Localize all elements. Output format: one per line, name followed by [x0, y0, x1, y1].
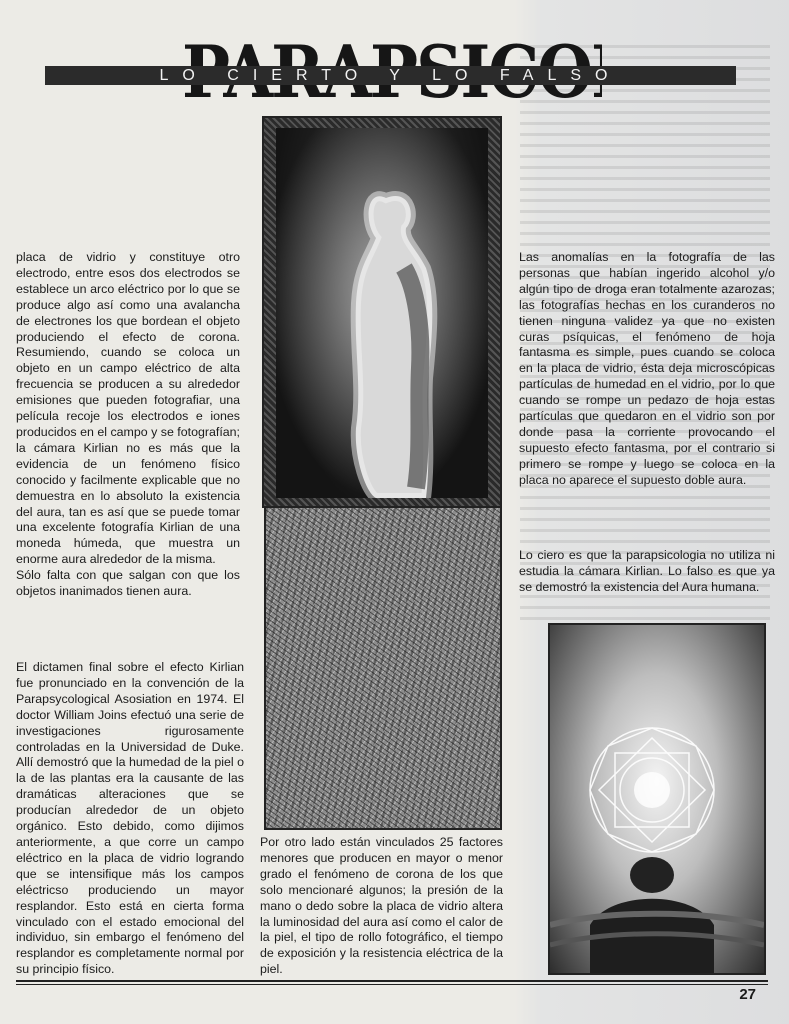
kirlian-texture-image — [264, 506, 502, 830]
paragraph: Lo ciero es que la parapsicologia no utiliza ni estudia la cámara Kirlian. Lo falso es que ya se demostró la existencia del Aura humana. — [519, 548, 775, 594]
paragraph: Las anomalías en la fotografía de las personas que habían ingerido alcohol y/o algún tipo de droga eran totalmente azarozas; las fotografías hechas en los curanderos no tienen ninguna validez ya que no existen curas psíquicas, el fenómeno de hoja fantasma es simple, pues cuando se coloca en la placa de vidrio, ésta deja microscópicas partículas de humedad en el vidrio, por lo que cuando se rompe un pedazo de hoja estas partículas que quedaron en el vidrio son por donde pasa la corriente provocando el supuesto efecto fantasma, por el contrario si primero se rompe y luego se coloca en la placa no aparece el supuesto doble aura. — [519, 250, 775, 487]
page-number: 27 — [739, 986, 756, 1003]
mandala-illustration — [548, 623, 766, 975]
aura-photo-image — [276, 128, 488, 498]
human-silhouette-icon — [276, 128, 488, 498]
sacred-geometry-icon — [550, 625, 764, 973]
article-column-middle — [260, 835, 503, 978]
footer-divider — [16, 980, 768, 982]
paragraph: Por otro lado están vinculados 25 factores menores que producen en mayor o menor grado el fenómeno de corona de los que solo mencionaré algunos; la presión de la mano o dedo sobre la placa de vidrio altera la luminosidad del aura así como el calor de la piel, el tipo de rollo fotográfico, el tiempo de exposición y la resistencia eléctrica de la piel. — [260, 835, 503, 977]
subtitle-banner: LO CIERTO Y LO FALSO — [45, 66, 736, 85]
paragraph: Sólo falta con que salgan con que los objetos inanimados tienen aura. — [16, 568, 240, 599]
paragraph: El dictamen final sobre el efecto Kirlian fue pronunciado en la convención de la Parapsycological Asosiation en 1974. El doctor William Joins efectuó una serie de investigaciones rigurosamente controladas en la Universidad de Duke. Allí demostró que la humedad de la piel o la de las plantas era la causante de las dramáticas alteraciones que se producían alrededor de un objeto orgánico. Esto debido, como dijimos anteriormente, a que corre un campo eléctrico en la placa de vidrio logrando que se intensifique más los campos eléctricso produciendo un mayor resplandor. Esto está en cierta forma vinculado con el estado emocional del individuo, sin embargo el fenómeno del resplandor es completamente normal por su principio físico. — [16, 660, 244, 977]
aura-photo — [262, 116, 502, 508]
article-column-left-top — [16, 250, 240, 600]
article-column-right-bottom — [519, 548, 775, 596]
paragraph: placa de vidrio y constituye otro electrodo, entre esos dos electrodos se establece un arco eléctrico por lo que se produce algo así como una avalancha de electrones los que bordean el objeto produciendo el efecto de corona. Resumiendo, cuando se coloca un objeto en un campo eléctrico de alta frecuencia se producen a su alrededor emisiones que pueden fotografiar, una película recoje los electrodos e iones producidos en el campo y se fotografían; la cámara Kirlian no es más que la evidencia de un fenómeno físico conocido y facilmente explicable que no demuestra en lo absoluto la existencia del aura, tan es así que se puede tomar una excelente fotografía Kirlian de una moneda húmeda, que muestra un enorme aura alrededor de la misma. — [16, 250, 240, 567]
footer-divider — [16, 984, 768, 985]
article-column-left-bottom — [16, 660, 244, 978]
article-column-right-top — [519, 250, 775, 489]
